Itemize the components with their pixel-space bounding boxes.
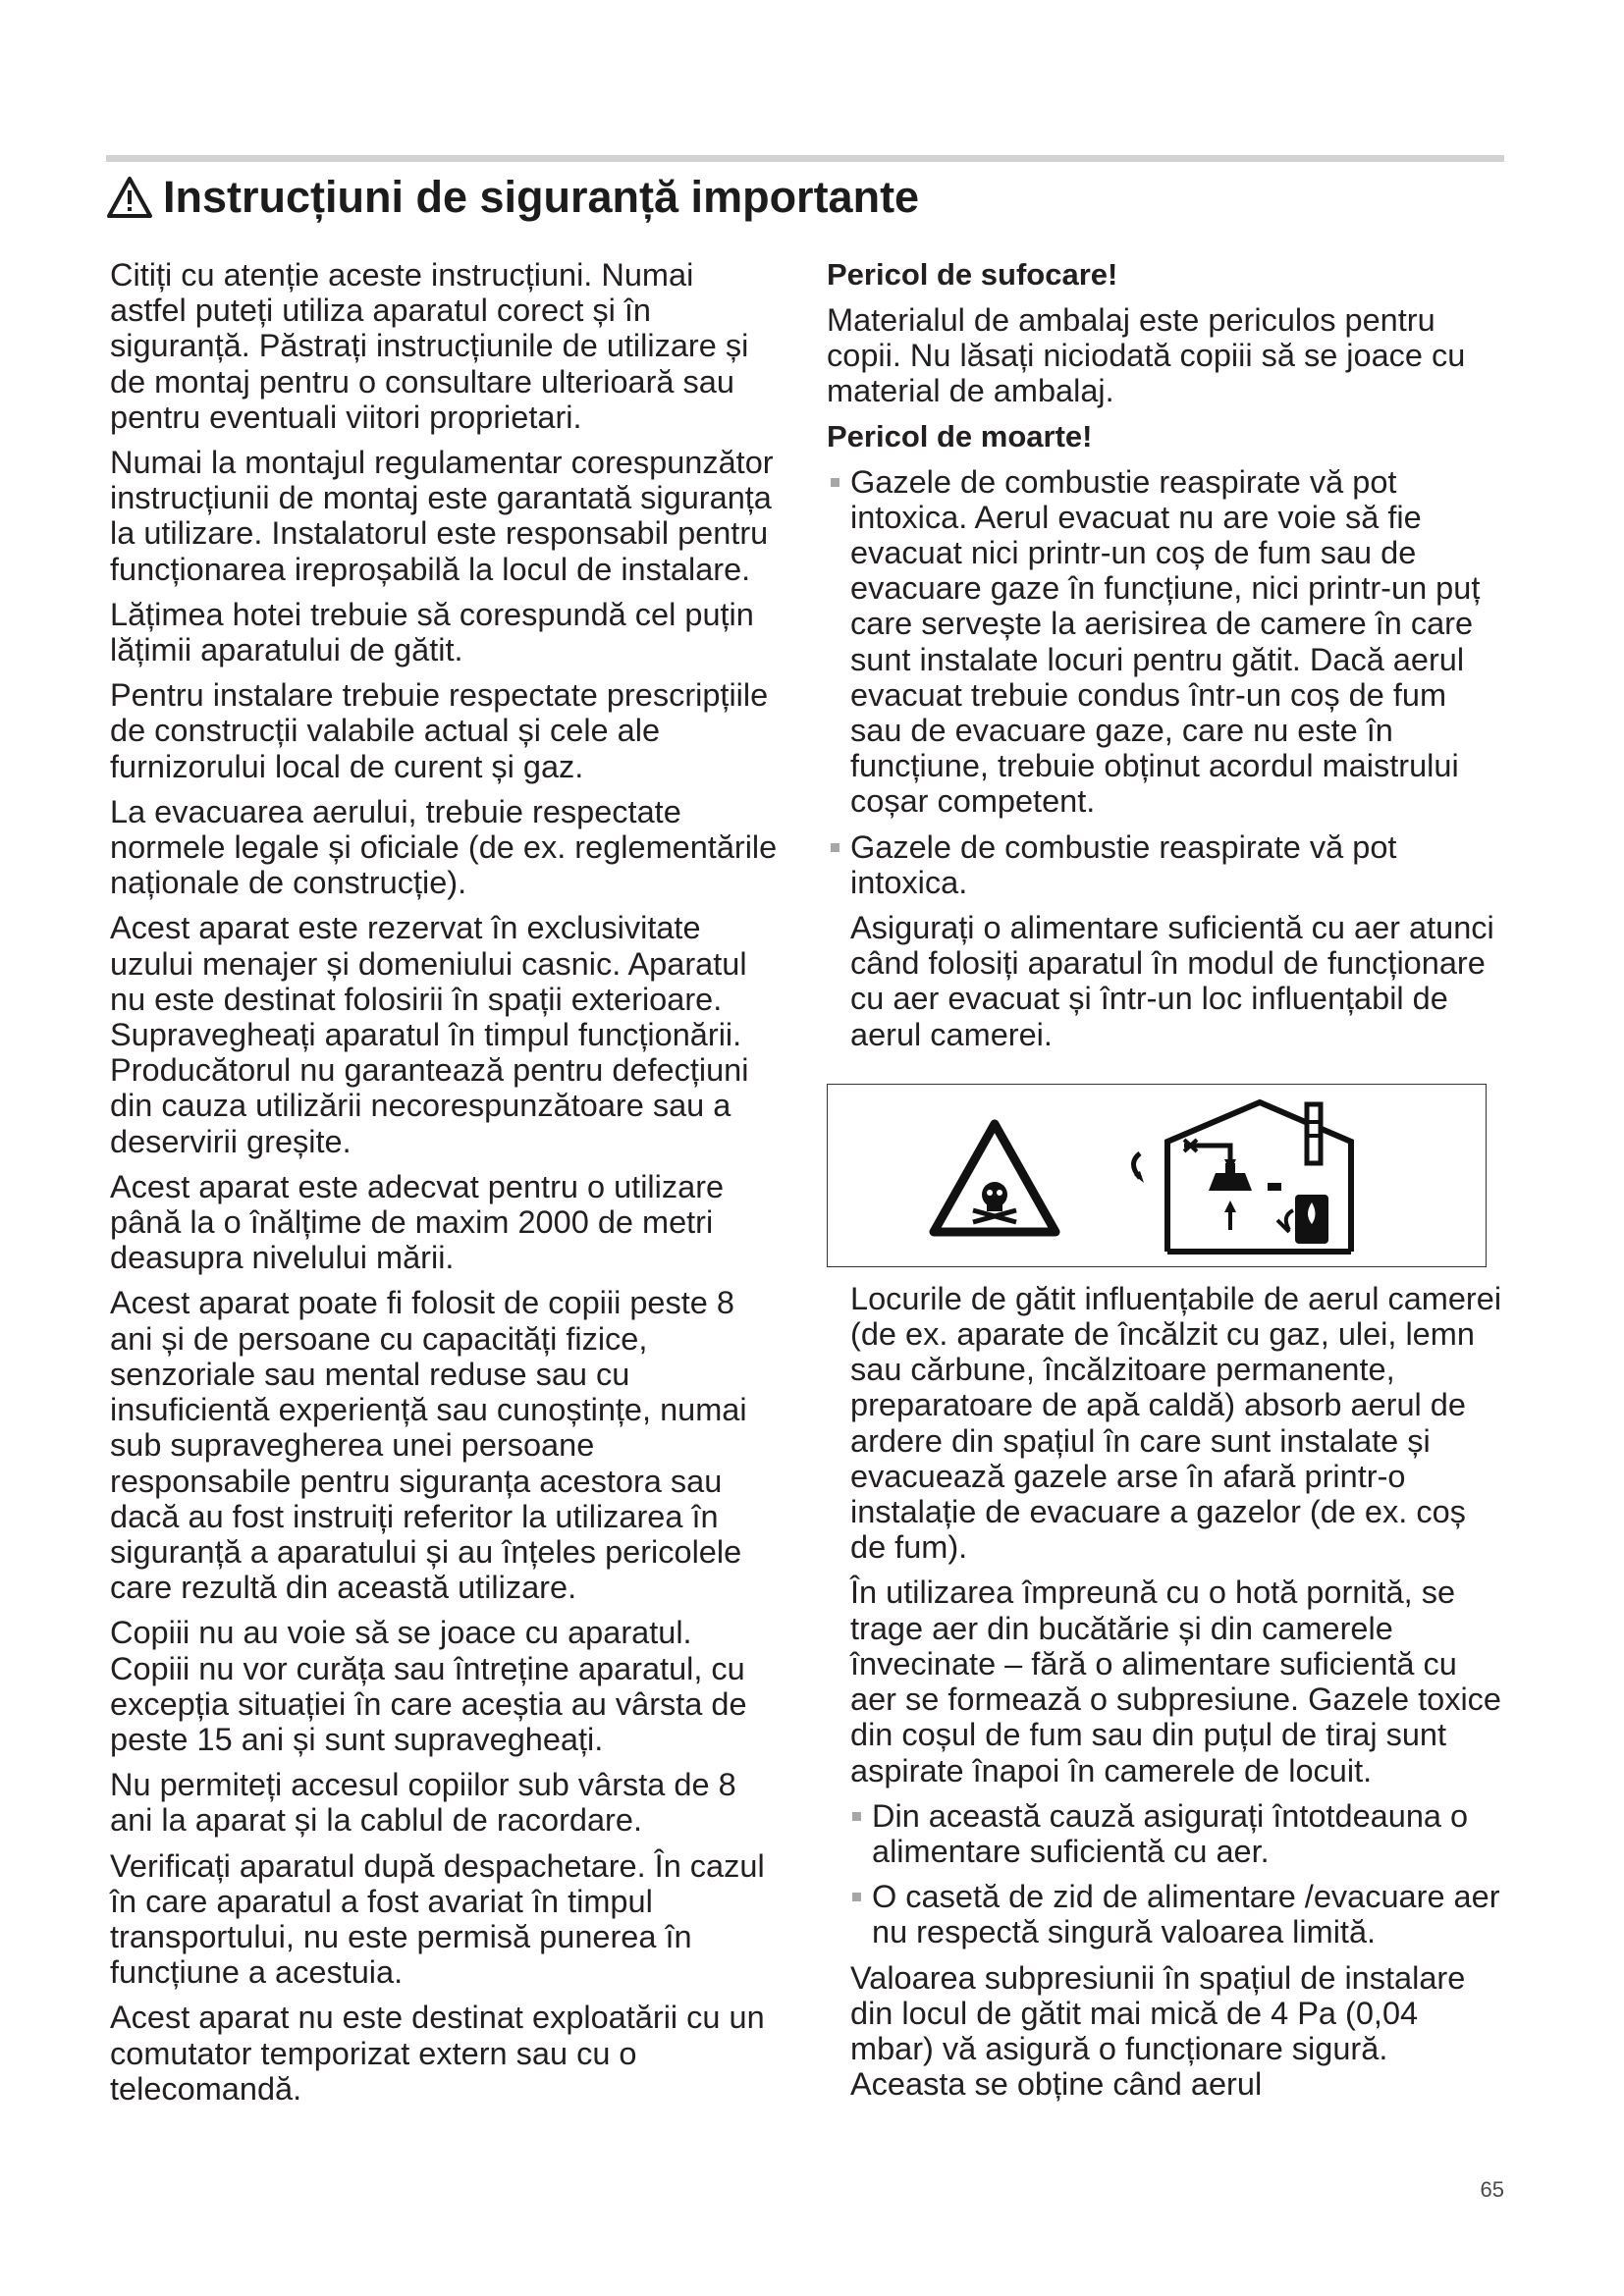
poison-gas-house-icon (828, 1085, 1486, 1266)
paragraph: La evacuarea aerului, trebuie respectate normele legale și oficiale (de ex. reglementările naționale de construcție). (110, 793, 778, 901)
danger-illustration (827, 1084, 1487, 1267)
suffocation-heading: Pericol de sufocare! (827, 257, 1118, 292)
paragraph: Copiii nu au voie să se joace cu aparatul. Copiii nu vor curăța sau întreține aparatul, cu excepția situației în care aceștia au vârsta de peste 15 ani și sunt supravegheați. (110, 1615, 747, 1757)
page-title-text: Instrucțiuni de siguranță importante (163, 172, 920, 222)
paragraph: Locurile de gătit influențabile de aerul camerei (de ex. aparate de încălzit cu gaz, ulei, lemn sau cărbune, încălzitoare permanente, preparatoare de apă caldă) absorb aerul de ardere din spațiul în care sunt instalate și evacuează gazele arse în afară printr-o instalație de evacuare a gazelor (de ex. coș de fum). (850, 1280, 1502, 1566)
bullet-continuation: Asigurați o alimentare suficientă cu aer atunci când folosiți aparatul în modul de funcționare cu aer evacuat și într-un loc influențabil de aerul camerei. (850, 910, 1494, 1052)
sub-bullet-item: O casetă de zid de alimentare /evacuare aer nu respectă singură valoarea limită. (827, 1879, 1504, 1949)
top-rule (106, 155, 1504, 162)
page-number: 65 (1480, 2177, 1504, 2202)
paragraph: În utilizarea împreună cu o hotă pornită, se trage aer din bucătărie și din camerele învecinate – fără o alimentare suficientă cu aer se formează o subpresiune. Gazele toxice din coșul de fum sau din puțul de tiraj sunt aspirate înapoi în camerele de locuit. (850, 1575, 1501, 1789)
warning-triangle-icon (106, 176, 153, 219)
suffocation-text: Materialul de ambalaj este periculos pentru copii. Nu lăsați niciodată copiii să se joace cu material de ambalaj. (827, 302, 1466, 409)
paragraph: Pentru instalare trebuie respectate prescripțiile de construcții valabile actual și cele ale furnizorului local de curent și gaz. (110, 677, 769, 784)
bullet-item: Gazele de combustie reaspirate vă pot intoxica. Aerul evacuat nu are voie să fie evacuat nici printr-un coș de fum sau de evacuare gaze în funcțiune, nici printr-un puț care servește la aerisirea de camere în care sunt instalate locuri pentru gătit. Dacă aerul evacuat trebuie condus într-un coș de fum sau de evacuare gaze, care nu este în funcțiune, trebuie obținut acordul maistrului coșar competent. (827, 464, 1504, 820)
page-title (106, 167, 919, 228)
bullet-item: Gazele de combustie reaspirate vă pot intoxica. (827, 829, 1504, 900)
paragraph: Acest aparat este rezervat în exclusivitate uzului menajer și domeniului casnic. Aparatul nu este destinat folosirii în spații exterioare. Supravegheați aparatul în timpul funcționării. Producătorul nu garantează pentru defecțiuni din cauza utilizării necorespunzătoare sau a deservirii greșite. (110, 910, 749, 1159)
paragraph: Citiți cu atenție aceste instrucțiuni. Numai astfel puteți utiliza aparatul corect și în siguranță. Păstrați instrucțiunile de utilizare și de montaj pentru o consultare ulterioară sau pentru eventuali viitori proprietari. (110, 257, 749, 435)
paragraph: Verificați aparatul după despachetare. În cazul în care aparatul a fost avariat în timpul transportului, nu este permisă punerea în funcțiune a acestuia. (110, 1847, 765, 1991)
death-heading: Pericol de moarte! (827, 418, 1093, 454)
paragraph: Numai la montajul regulamentar corespunzător instrucțiunii de montaj este garantată siguranța la utilizare. Instalatorul este responsabil pentru funcționarea ireproșabilă la locul de instalare. (110, 445, 774, 587)
paragraph: Valoarea subpresiunii în spațiul de instalare din locul de gătit mai mică de 4 Pa (0,04 mbar) vă asigură o funcționare sigură. Aceasta se obține când aerul (850, 1959, 1466, 2103)
paragraph: Acest aparat poate fi folosit de copiii peste 8 ani și de persoane cu capacități fizice, senzoriale sau mental reduse sau cu insuficientă experiență sau cunoștințe, numai sub supravegherea unei persoane responsabile pentru siguranța acestora sau dacă au fost instruiți referitor la utilizarea în siguranță a aparatului și au înțeles pericolele care rezultă din această utilizare. (110, 1285, 747, 1606)
left-column (110, 257, 778, 2116)
paragraph: Acest aparat este adecvat pentru o utilizare până la o înălțime de maxim 2000 de metri deasupra nivelului mării. (110, 1168, 725, 1276)
right-column (827, 257, 1504, 2111)
sub-bullet-item: Din această cauză asigurați întotdeauna o alimentare suficientă cu aer. (827, 1798, 1504, 1869)
paragraph: Lățimea hotei trebuie să corespundă cel puțin lățimii aparatului de gătit. (110, 596, 754, 668)
paragraph: Nu permiteți accesul copiilor sub vârsta de 8 ani la aparat și la cablul de racordare. (110, 1767, 736, 1839)
paragraph: Acest aparat nu este destinat exploatării cu un comutator temporizat extern sau cu o telecomandă. (110, 2000, 765, 2107)
